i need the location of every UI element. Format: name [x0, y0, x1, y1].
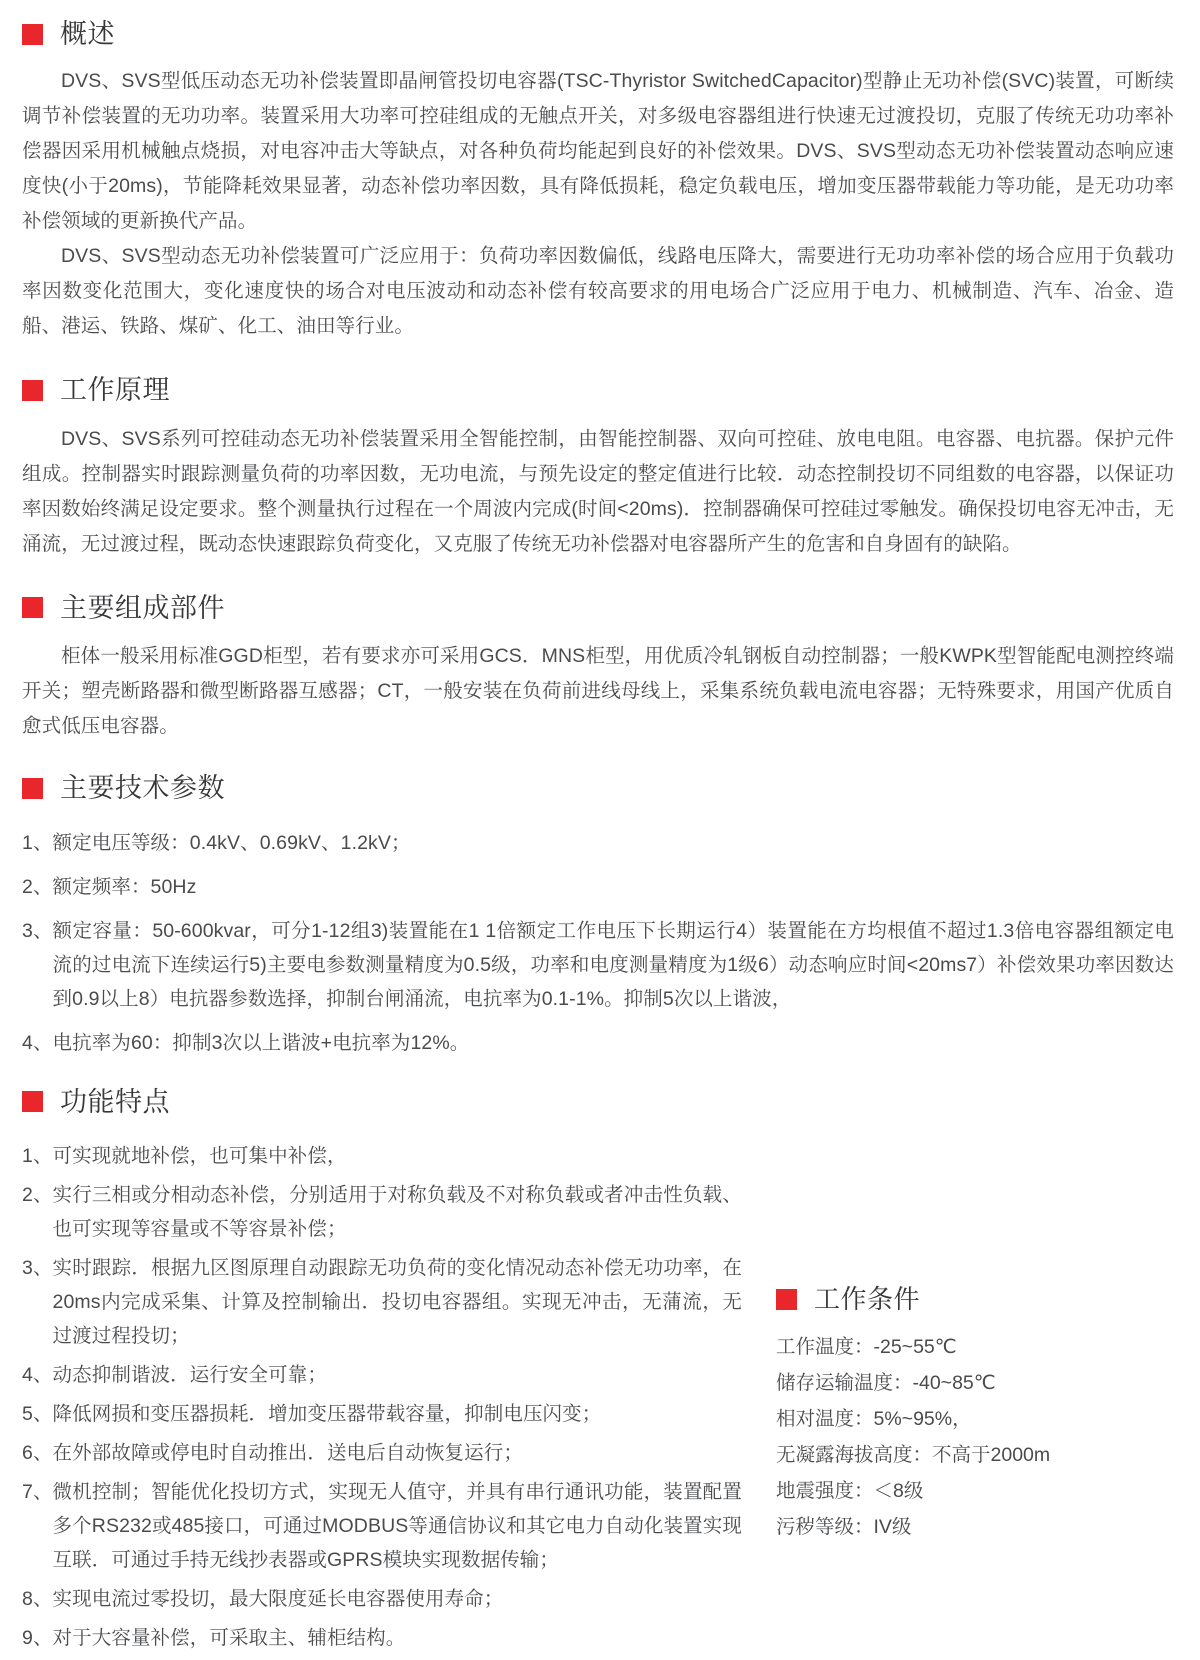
heading-overview [22, 18, 1174, 50]
red-square-marker-icon [776, 1289, 797, 1310]
list-item-text: 降低网损和变压器损耗．增加变压器带载容量，抑制电压闪变； [52, 1402, 602, 1425]
list-item: 污秽等级：IV级 [776, 1516, 912, 1539]
heading-principle [22, 374, 1174, 406]
list-item [22, 1582, 742, 1616]
list-item: 储存运输温度：-40~85℃ [776, 1372, 996, 1395]
list-item-index: 5、 [22, 1402, 53, 1425]
heading-working-conditions [768, 1284, 1174, 1315]
red-square-marker-icon [22, 778, 43, 799]
list-item [22, 1358, 742, 1392]
list-item-index: 2、 [22, 1183, 53, 1206]
section-overview [22, 18, 1174, 344]
list-item-index: 1、 [22, 1144, 53, 1167]
list-item-text: 在外部故障或停电时自动推出．送电后自动恢复运行； [52, 1441, 523, 1464]
list-item-text: 额定电压等级：0.4kV、0.69kV、1.2kV； [52, 831, 411, 854]
list-item [22, 870, 1174, 904]
features-list [22, 1139, 742, 1655]
heading-parts [22, 592, 1174, 624]
working-conditions-column [742, 1118, 1174, 1545]
list-item-text: 动态抑制谐波．运行安全可靠； [52, 1363, 327, 1386]
list-item-text: 实时跟踪．根据九区图原理自动跟踪无功负荷的变化情况动态补偿无功功率，在20ms内完成采集、计算及控制输出．投切电容器组。实现无冲击，无蒲流，无过渡过程投切； [52, 1256, 742, 1347]
list-item [22, 1475, 742, 1577]
list-item-text: 额定容量：50-600kvar，可分1-12组3)装置能在1 1倍额定工作电压下长期运行4）装置能在方均根值不超过1.3倍电容器组额定电流的过电流下连续运行5)主要电参数测量精度为0.5级，功率和电度测量精度为1级6）动态响应时间<20ms7）补偿效果功率因数达到0.9以上8）电抗器参数选择，抑制台闸涌流，电抗率为0.1-1%。抑制5次以上谐波， [52, 919, 1174, 1010]
list-item-index: 7、 [22, 1480, 53, 1503]
list-item [22, 1436, 742, 1470]
list-item-index: 2、 [22, 875, 53, 898]
principle-body [22, 422, 1174, 562]
list-item-index: 9、 [22, 1626, 53, 1649]
list-item [22, 1026, 1174, 1060]
list-item-text: 实现电流过零投切，最大限度延长电容器使用寿命； [52, 1587, 504, 1610]
list-item [22, 1139, 742, 1173]
list-item: 工作温度：-25~55℃ [776, 1336, 957, 1359]
list-item [22, 1251, 742, 1353]
list-item: 地震强度：＜8级 [776, 1480, 924, 1503]
list-item-index: 4、 [22, 1031, 53, 1054]
bottom-two-column [22, 1118, 1174, 1660]
section-parts [22, 592, 1174, 744]
list-item [22, 1178, 742, 1246]
heading-overview-label: 概述 [60, 19, 115, 49]
tech-params-list [22, 826, 1174, 1060]
overview-body [22, 64, 1174, 344]
heading-features-label: 功能特点 [60, 1086, 170, 1117]
heading-working-conditions-label: 工作条件 [814, 1283, 921, 1314]
list-item [22, 914, 1174, 1016]
section-tech-params [22, 772, 1174, 1059]
list-item-text: 实行三相或分相动态补偿，分别适用于对称负载及不对称负载或者冲击性负载、也可实现等容量或不等容景补偿； [52, 1183, 742, 1240]
list-item-index: 3、 [22, 919, 53, 942]
list-item [22, 826, 1174, 860]
list-item-index: 8、 [22, 1587, 53, 1610]
overview-paragraph-2: DVS、SVS型动态无功补偿装置可广泛应用于：负荷功率因数偏低，线路电压降大，需要进行无功功率补偿的场合应用于负载功率因数变化范围大，变化速度快的场合对电压波动和动态补偿有较高要求的用电场合广泛应用于电力、机械制造、汽车、冶金、造船、港运、铁路、煤矿、化工、油田等行业。 [22, 245, 1174, 338]
heading-tech-params-label: 主要技术参数 [60, 773, 225, 804]
parts-paragraph-1: 柜体一般采用标准GGD柜型，若有要求亦可采用GCS．MNS柜型，用优质冷轧钢板自动控制器；一般KWPK型智能配电测控终端开关；塑壳断路器和微型断路器互感器；CT，一般安装在负荷前进线母线上，采集系统负载电流电容器；无特殊要求，用国产优质自愈式低压电容器。 [22, 645, 1174, 738]
section-principle [22, 374, 1174, 561]
heading-features [22, 1086, 1174, 1118]
heading-principle-label: 工作原理 [60, 375, 170, 406]
list-item [22, 1621, 742, 1655]
list-item [22, 1397, 742, 1431]
list-item-text: 微机控制；智能优化投切方式，实现无人值守，并具有串行通讯功能，装置配置多个RS232或485接口，可通过MODBUS等通信协议和其它电力自动化装置实现互联．可通过手持无线抄表器或GPRS模块实现数据传输； [52, 1480, 742, 1571]
working-conditions-list [768, 1329, 1174, 1545]
principle-paragraph-1: DVS、SVS系列可控硅动态无功补偿装置采用全智能控制，由智能控制器、双向可控硅、放电电阻。电容器、电抗器。保护元件组成。控制器实时跟踪测量负荷的功率因数，无功电流，与预先设定的整定值进行比较．动态控制投切不同组数的电容器，以保证功率因数始终满足设定要求。整个测量执行过程在一个周波内完成(时间<20ms)．控制器确保可控硅过零触发。确保投切电容无冲击，无涌流，无过渡过程，既动态快速跟踪负荷变化，又克服了传统无功补偿器对电容器所产生的危害和自身固有的缺陷。 [22, 427, 1174, 555]
overview-paragraph-1: DVS、SVS型低压动态无功补偿装置即晶闸管投切电容器(TSC-Thyristor SwitchedCapacitor)型静止无功补偿(SVC)装置，可断续调节补偿装置的无功功率。装置采用大功率可控硅组成的无触点开关，对多级电容器组进行快速无过渡投切，克服了传统无功功率补偿器因采用机械触点烧损，对电容冲击大等缺点，对各种负荷均能起到良好的补偿效果。DVS、SVS型动态无功补偿装置动态响应速度快(小于20ms)，节能降耗效果显著，动态补偿功率因数，具有降低损耗，稳定负载电压，增加变压器带载能力等功能，是无功功率补偿领域的更新换代产品。 [22, 70, 1174, 233]
list-item-index: 6、 [22, 1441, 53, 1464]
list-item-index: 1、 [22, 831, 53, 854]
red-square-marker-icon [22, 24, 43, 45]
list-item: 相对温度：5%~95%， [776, 1408, 972, 1431]
red-square-marker-icon [22, 1091, 43, 1112]
red-square-marker-icon [22, 597, 43, 618]
features-column [22, 1118, 742, 1660]
list-item-index: 3、 [22, 1256, 53, 1279]
red-square-marker-icon [22, 380, 43, 401]
list-item: 无凝露海拔高度：不高于2000m [776, 1444, 1051, 1467]
heading-parts-label: 主要组成部件 [60, 592, 225, 623]
list-item-index: 4、 [22, 1363, 53, 1386]
list-item-text: 电抗率为60：抑制3次以上谐波+电抗率为12%。 [52, 1031, 470, 1054]
heading-tech-params [22, 772, 1174, 804]
list-item-text: 额定频率：50Hz [52, 875, 197, 898]
list-item-text: 对于大容量补偿，可采取主、辅柜结构。 [52, 1626, 406, 1649]
section-features [22, 1086, 1174, 1660]
list-item-text: 可实现就地补偿，也可集中补偿， [52, 1144, 347, 1167]
parts-body [22, 639, 1174, 744]
